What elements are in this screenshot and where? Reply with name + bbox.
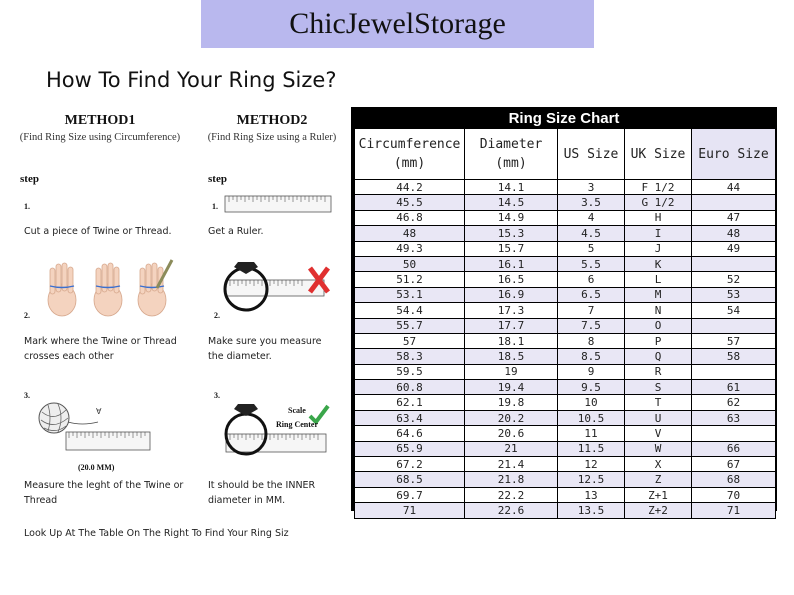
table-cell: 15.3: [465, 226, 558, 241]
table-cell: [692, 195, 776, 210]
table-cell: 19.4: [465, 380, 558, 395]
table-row: [355, 395, 776, 410]
table-cell: 18.5: [465, 349, 558, 364]
table-cell: J: [625, 241, 692, 256]
measure-label: (20.0 MM): [78, 463, 115, 472]
table-cell: 55.7: [355, 318, 465, 333]
table-cell: U: [625, 410, 692, 425]
table-cell: 20.2: [465, 410, 558, 425]
table-body: [355, 180, 776, 519]
table-row: [355, 226, 776, 241]
table-cell: [692, 426, 776, 441]
table-cell: S: [625, 380, 692, 395]
method2-step-label: step: [208, 173, 227, 185]
table-cell: 67: [692, 457, 776, 472]
method1-step3-text: Measure the leght of the Twine or Thread: [24, 480, 184, 506]
table-cell: 11: [558, 426, 625, 441]
table-cell: 63.4: [355, 410, 465, 425]
table-cell: 10: [558, 395, 625, 410]
table-cell: 50: [355, 256, 465, 271]
table-cell: G 1/2: [625, 195, 692, 210]
table-cell: 6.5: [558, 287, 625, 302]
ring-ruler-cross-icon: [220, 258, 332, 318]
col-us-size: US Size: [558, 129, 625, 180]
table-cell: 4.5: [558, 226, 625, 241]
table-cell: I: [625, 226, 692, 241]
table-row: [355, 472, 776, 487]
table-cell: H: [625, 210, 692, 225]
table-cell: 58: [692, 349, 776, 364]
table-row: [355, 210, 776, 225]
method1-step1-num: 1.: [24, 202, 30, 211]
table-cell: 3.5: [558, 195, 625, 210]
brand-banner: [201, 0, 594, 48]
method2-subtitle: (Find Ring Size using a Ruler): [207, 132, 337, 143]
table-cell: 22.6: [465, 503, 558, 518]
table-cell: 7: [558, 303, 625, 318]
table-cell: 54.4: [355, 303, 465, 318]
method2-step3-text: It should be the INNER diameter in MM.: [208, 480, 316, 506]
table-cell: 65.9: [355, 441, 465, 456]
table-cell: K: [625, 256, 692, 271]
ring-size-chart: [351, 107, 777, 517]
table-cell: 59.5: [355, 364, 465, 379]
table-cell: 10.5: [558, 410, 625, 425]
table-cell: 21.8: [465, 472, 558, 487]
table-cell: 71: [692, 503, 776, 518]
table-cell: 67.2: [355, 457, 465, 472]
table-cell: 49: [692, 241, 776, 256]
table-row: [355, 457, 776, 472]
table-cell: 9.5: [558, 380, 625, 395]
table-cell: 14.5: [465, 195, 558, 210]
table-row: [355, 272, 776, 287]
table-cell: 62: [692, 395, 776, 410]
table-cell: Z: [625, 472, 692, 487]
table-cell: 18.1: [465, 333, 558, 348]
table-cell: 13: [558, 487, 625, 502]
table-cell: [692, 364, 776, 379]
table-row: [355, 333, 776, 348]
table-cell: 15.7: [465, 241, 558, 256]
table-cell: 61: [692, 380, 776, 395]
method1-step2-num: 2.: [24, 311, 30, 320]
col-euro-size: Euro Size: [692, 129, 776, 180]
col-circumference: Circumference (mm): [355, 129, 465, 180]
table-row: [355, 195, 776, 210]
table-cell: 9: [558, 364, 625, 379]
table-cell: 48: [355, 226, 465, 241]
table-cell: 53: [692, 287, 776, 302]
table-cell: 17.3: [465, 303, 558, 318]
table-cell: 69.7: [355, 487, 465, 502]
ring-center-check-icon: [222, 400, 330, 460]
table-cell: 66: [692, 441, 776, 456]
method1-subtitle: (Find Ring Size using Circumference): [19, 132, 181, 143]
table-cell: 12: [558, 457, 625, 472]
table-cell: 57: [355, 333, 465, 348]
table-cell: 13.5: [558, 503, 625, 518]
table-row: [355, 380, 776, 395]
table-cell: 5: [558, 241, 625, 256]
method2-title: METHOD2: [236, 113, 308, 128]
page-heading: How To Find Your Ring Size?: [46, 68, 337, 92]
table-cell: 21.4: [465, 457, 558, 472]
col-uk-size: UK Size: [625, 129, 692, 180]
method1-step-label: step: [20, 173, 39, 185]
table-cell: 3: [558, 180, 625, 195]
table-cell: 49.3: [355, 241, 465, 256]
table-cell: 63: [692, 410, 776, 425]
table-row: [355, 256, 776, 271]
method2-step2-text: Make sure you measure the diameter.: [208, 336, 322, 362]
table-cell: M: [625, 287, 692, 302]
table-cell: [692, 256, 776, 271]
table-row: [355, 503, 776, 518]
table-row: [355, 303, 776, 318]
table-cell: 57: [692, 333, 776, 348]
table-cell: W: [625, 441, 692, 456]
hands-measure-icon: [40, 258, 180, 318]
table-cell: F 1/2: [625, 180, 692, 195]
table-cell: 19: [465, 364, 558, 379]
chart-title: Ring Size Chart: [508, 109, 620, 127]
table-cell: 14.1: [465, 180, 558, 195]
table-header-row: [355, 129, 776, 180]
table-cell: 47: [692, 210, 776, 225]
table-cell: Q: [625, 349, 692, 364]
table-cell: R: [625, 364, 692, 379]
table-cell: 68: [692, 472, 776, 487]
table-cell: 64.6: [355, 426, 465, 441]
table-cell: 4: [558, 210, 625, 225]
table-cell: 53.1: [355, 287, 465, 302]
table-row: [355, 426, 776, 441]
table-cell: 71: [355, 503, 465, 518]
scale-label: Scale: [288, 406, 306, 415]
table-cell: 52: [692, 272, 776, 287]
table-cell: 46.8: [355, 210, 465, 225]
table-cell: 5.5: [558, 256, 625, 271]
table-cell: 44: [692, 180, 776, 195]
table-cell: T: [625, 395, 692, 410]
table-cell: 51.2: [355, 272, 465, 287]
table-cell: L: [625, 272, 692, 287]
table-cell: 8.5: [558, 349, 625, 364]
table-row: [355, 180, 776, 195]
table-cell: 54: [692, 303, 776, 318]
table-cell: P: [625, 333, 692, 348]
footer-note: Look Up At The Table On The Right To Find Your Ring Siz: [24, 528, 289, 539]
method2-step1-text: Get a Ruler.: [208, 226, 264, 237]
table-cell: 8: [558, 333, 625, 348]
col-diameter: Diameter (mm): [465, 129, 558, 180]
ring-size-table: [354, 128, 776, 519]
svg-text:∀: ∀: [96, 407, 102, 416]
yarn-ruler-icon: [38, 398, 152, 456]
table-cell: O: [625, 318, 692, 333]
table-row: [355, 441, 776, 456]
method1-step3-num: 3.: [24, 391, 30, 400]
table-cell: 17.7: [465, 318, 558, 333]
table-cell: 6: [558, 272, 625, 287]
table-cell: 14.9: [465, 210, 558, 225]
table-row: [355, 318, 776, 333]
table-cell: 16.1: [465, 256, 558, 271]
table-cell: X: [625, 457, 692, 472]
table-row: [355, 364, 776, 379]
table-cell: 20.6: [465, 426, 558, 441]
table-cell: 11.5: [558, 441, 625, 456]
table-cell: 60.8: [355, 380, 465, 395]
table-cell: 7.5: [558, 318, 625, 333]
table-cell: 12.5: [558, 472, 625, 487]
table-cell: 16.5: [465, 272, 558, 287]
table-cell: 62.1: [355, 395, 465, 410]
table-cell: 68.5: [355, 472, 465, 487]
table-cell: 22.2: [465, 487, 558, 502]
table-row: [355, 487, 776, 502]
table-cell: V: [625, 426, 692, 441]
table-cell: N: [625, 303, 692, 318]
brand-name: ChicJewelStorage: [289, 7, 506, 40]
table-cell: 16.9: [465, 287, 558, 302]
table-cell: Z+2: [625, 503, 692, 518]
table-cell: 48: [692, 226, 776, 241]
table-cell: 21: [465, 441, 558, 456]
table-cell: 19.8: [465, 395, 558, 410]
table-row: [355, 410, 776, 425]
table-cell: 45.5: [355, 195, 465, 210]
method2-step2-num: 2.: [214, 311, 220, 320]
table-row: [355, 241, 776, 256]
method1-step1-text: Cut a piece of Twine or Thread.: [24, 226, 172, 237]
table-cell: [692, 318, 776, 333]
ruler-icon: [224, 194, 332, 214]
method2-step1-num: 1.: [212, 202, 218, 211]
table-row: [355, 349, 776, 364]
method1-title: METHOD1: [64, 113, 136, 128]
table-cell: Z+1: [625, 487, 692, 502]
ring-center-label: Ring Center: [276, 420, 318, 429]
table-cell: 70: [692, 487, 776, 502]
method2-step3-num: 3.: [214, 391, 220, 400]
table-row: [355, 287, 776, 302]
table-cell: 44.2: [355, 180, 465, 195]
method1-step2-text: Mark where the Twine or Thread crosses each other: [24, 336, 177, 362]
table-cell: 58.3: [355, 349, 465, 364]
